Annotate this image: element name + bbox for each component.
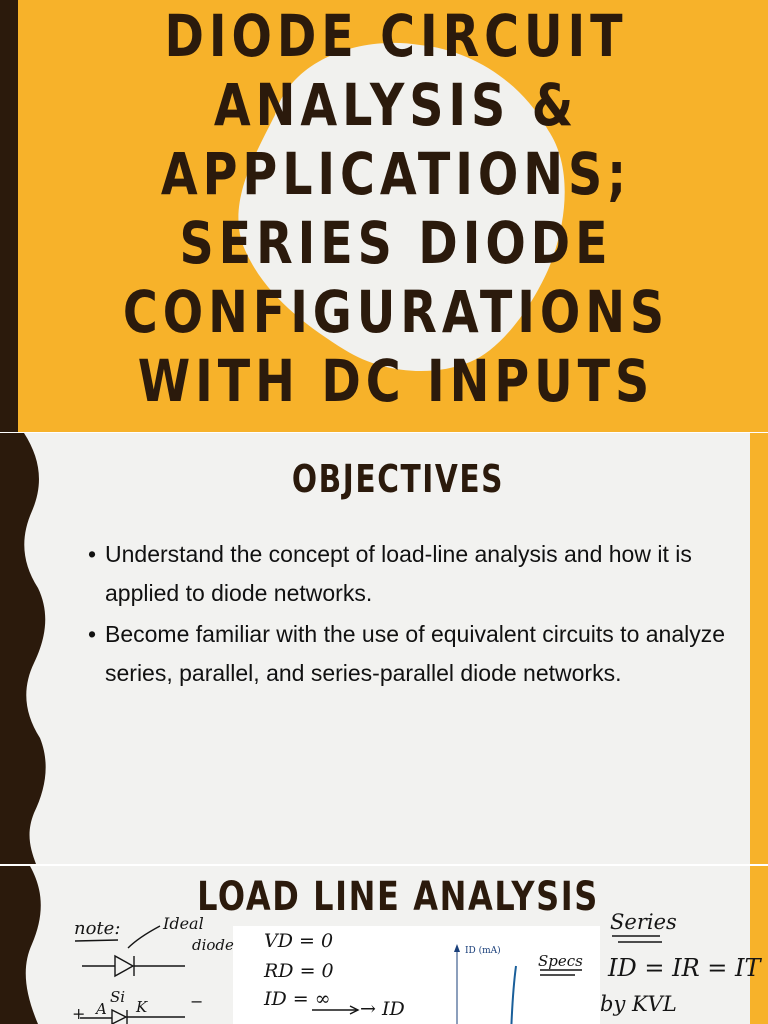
k-label: K bbox=[136, 998, 148, 1016]
diode-label: diode bbox=[192, 936, 234, 954]
list-item: • Become familiar with the use of equivalent circuits to analyze series, parallel, and series-parallel diode networks. bbox=[88, 615, 728, 692]
rd-equation: RD = 0 bbox=[264, 960, 334, 982]
specs-label: Specs bbox=[538, 952, 583, 970]
id-arrow-label: → ID bbox=[360, 998, 405, 1020]
objectives-heading: OBJECTIVES bbox=[291, 457, 505, 501]
title-line-2: ANALYSIS & bbox=[213, 71, 579, 139]
title-line-5: CONFIGURATIONS bbox=[122, 278, 670, 346]
ideal-label: Ideal bbox=[163, 914, 204, 933]
slide-title bbox=[91, 2, 701, 416]
title-line-1: DIODE CIRCUIT bbox=[164, 2, 628, 70]
vd-equation: VD = 0 bbox=[264, 930, 334, 952]
current-equation: ID = IR = IT bbox=[608, 954, 761, 982]
plus-label: + bbox=[72, 1004, 86, 1023]
wavy-left-border bbox=[0, 433, 60, 864]
graph-axis-label: ID (mA) bbox=[465, 946, 501, 956]
right-accent-bar bbox=[750, 433, 768, 864]
minus-label: − bbox=[190, 992, 204, 1011]
title-slide bbox=[0, 0, 768, 432]
kvl-label: by KVL bbox=[600, 992, 677, 1016]
note-label: note: bbox=[74, 918, 121, 939]
id-equation: ID = ∞ bbox=[264, 988, 331, 1010]
load-line-slide bbox=[0, 866, 768, 1024]
title-line-3: APPLICATIONS; bbox=[160, 140, 632, 208]
load-line-heading: LOAD LINE ANALYSIS bbox=[197, 874, 599, 920]
objectives-slide bbox=[0, 433, 768, 864]
title-line-6: WITH DC INPUTS bbox=[137, 347, 655, 415]
objectives-list bbox=[88, 535, 728, 695]
si-label: Si bbox=[110, 988, 126, 1006]
series-label: Series bbox=[610, 910, 677, 934]
list-item: • Understand the concept of load-line analysis and how it is applied to diode networks. bbox=[88, 535, 728, 612]
title-line-4: SERIES DIODE bbox=[179, 209, 613, 277]
a-label: A bbox=[96, 1000, 107, 1018]
